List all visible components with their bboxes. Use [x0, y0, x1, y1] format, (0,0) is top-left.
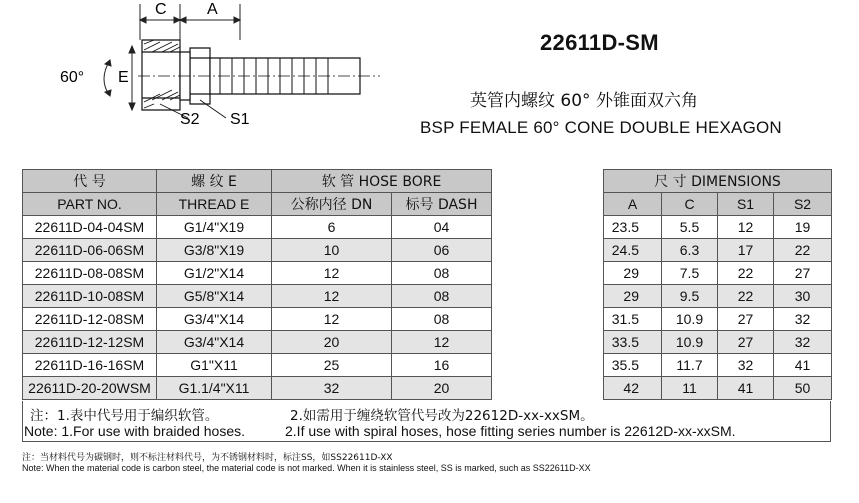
dim-a-label: A [207, 1, 218, 18]
angle-label: 60° [60, 69, 85, 86]
header-part-no: PART NO. [23, 193, 157, 216]
table-row: 22611D-20-20WSM G1.1/4"X11 32 20 42 11 41 50 [23, 377, 832, 400]
s1-label: S1 [230, 111, 250, 128]
note-en-2: 2.If use with spiral hoses, hose fitting series number is 22612D-xx-xxSM. [285, 423, 736, 439]
dim-e-label: E [118, 69, 129, 86]
note-en-1: Note: 1.For use with braided hoses. [24, 423, 246, 439]
header-a: A [604, 193, 662, 216]
subtitle-en: BSP FEMALE 60° CONE DOUBLE HEXAGON [420, 118, 782, 137]
header-s2: S2 [774, 193, 832, 216]
subtitle-cn: 英管内螺纹 60° 外锥面双六角 [470, 91, 698, 111]
table-row: 22611D-04-04SM G1/4"X19 6 04 23.5 5.5 12 19 [23, 216, 832, 239]
dim-c-label: C [155, 1, 167, 18]
footnote-cn: 注：当材料代号为碳钢时，则不标注材料代号，为不锈钢材料时，标注SS，如SS22611D-XX [22, 453, 393, 463]
header-thread-cn: 螺 纹 E [157, 170, 272, 193]
header-s1: S1 [718, 193, 774, 216]
s2-label: S2 [180, 111, 200, 128]
header-dash: 标号 DASH [392, 193, 492, 216]
table-row: 22611D-12-08SM G3/4"X14 12 08 31.5 10.9 27 32 [23, 308, 832, 331]
table-row: 22611D-16-16SM G1"X11 25 16 35.5 11.7 32 41 [23, 354, 832, 377]
dimensions-table [22, 169, 832, 400]
header-gap [492, 170, 604, 193]
table-row: 22611D-10-08SM G5/8"X14 12 08 29 9.5 22 30 [23, 285, 832, 308]
note-cn-2: 2.如需用于缠绕软管代号改为22612D-xx-xxSM。 [290, 408, 594, 424]
fitting-drawing [60, 0, 390, 130]
footnote-en: Note: When the material code is carbon steel, the material code is not marked. When it is stainless steel, SS is marked, such as SS22611D-XX [22, 463, 591, 473]
header-dn: 公称内径 DN [272, 193, 392, 216]
product-title: 22611D-SM [540, 30, 659, 55]
table-row: 22611D-12-12SM G3/4"X14 20 12 33.5 10.9 27 32 [23, 331, 832, 354]
header-hose-bore: 软 管 HOSE BORE [272, 170, 492, 193]
header-dimensions: 尺 寸 DIMENSIONS [604, 170, 832, 193]
header-c: C [662, 193, 718, 216]
header-thread-e: THREAD E [157, 193, 272, 216]
header-code: 代 号 [23, 170, 157, 193]
table-row: 22611D-06-06SM G3/8"X19 10 06 24.5 6.3 17 22 [23, 239, 832, 262]
note-cn-1: 注：1.表中代号用于编织软管。 [30, 408, 219, 424]
table-row: 22611D-08-08SM G1/2"X14 12 08 29 7.5 22 27 [23, 262, 832, 285]
